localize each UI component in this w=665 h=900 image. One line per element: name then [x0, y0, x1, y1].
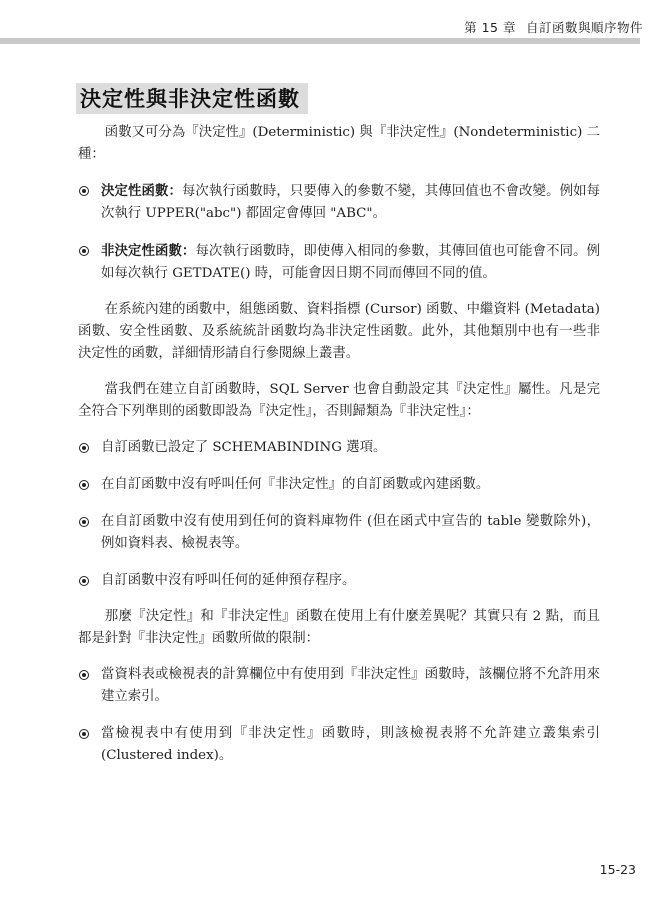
difference-paragraph: 那麼『決定性』和『非決定性』函數在使用上有什麼差異呢？其實只有 2 點，而且都是針對『非決定性』函數所做的限制：	[78, 609, 600, 646]
list-item	[78, 511, 600, 555]
bullet-icon	[79, 517, 89, 527]
chapter-title: 自訂函數與順序物件	[525, 20, 643, 35]
rule-text: 在自訂函數中沒有使用到任何的資料庫物件 (但在函式中宣告的 table 變數除外)，例如資料表、檢視表等。	[101, 514, 600, 551]
intro-paragraph: 函數又可分為『決定性』(Deterministic) 與『非決定性』(Nondeterministic) 二種：	[78, 125, 600, 162]
list-item	[78, 664, 600, 708]
limits-list	[78, 664, 600, 767]
list-item	[78, 474, 600, 496]
term-description: 每次執行函數時，即使傳入相同的參數，其傳回值也可能會不同。例如每次執行 GETDATE() 時，可能會因日期不同而傳回不同的值。	[101, 244, 601, 281]
rules-list	[78, 437, 600, 592]
rules-paragraph: 當我們在建立自訂函數時，SQL Server 也會自動設定其『決定性』屬性。凡是完全符合下列準則的函數即設為『決定性』，否則歸類為『非決定性』：	[78, 382, 600, 419]
section-title: 決定性與非決定性函數	[76, 83, 308, 114]
running-header	[0, 0, 665, 46]
bullet-icon	[79, 576, 89, 586]
running-header-text	[464, 18, 643, 36]
list-item	[78, 570, 600, 592]
bullet-icon	[79, 186, 89, 196]
list-item	[78, 180, 600, 225]
rule-text: 自訂函數中沒有呼叫任何的延伸預存程序。	[101, 573, 356, 588]
header-rule	[0, 38, 640, 44]
term-deterministic: 決定性函數：	[101, 183, 182, 199]
limit-text: 當資料表或檢視表的計算欄位中有使用到『非決定性』函數時，該欄位將不允許用來建立索引。	[101, 667, 600, 704]
term-description: 每次執行函數時，只要傳入的參數不變，其傳回值也不會改變。例如每次執行 UPPER("abc") 都固定會傳回 "ABC"。	[101, 184, 601, 221]
system-functions-paragraph: 在系統內建的函數中，組態函數、資料指標 (Cursor) 函數、中繼資料 (Metadata) 函數、安全性函數、及系統統計函數均為非決定性函數。此外，其他類別中也有一些非決定性的函數，詳細情形請自行參閱線上叢書。	[78, 302, 600, 361]
list-item	[78, 240, 600, 285]
term-nondeterministic: 非決定性函數：	[101, 243, 196, 259]
bullet-icon	[79, 480, 89, 490]
bullet-icon	[79, 443, 89, 453]
list-item	[78, 437, 600, 459]
bullet-icon	[79, 729, 89, 739]
function-types-list	[78, 180, 600, 285]
list-item	[78, 723, 600, 767]
chapter-number: 第 15 章	[464, 20, 516, 35]
limit-text: 當檢視表中有使用到『非決定性』函數時，則該檢視表將不允許建立叢集索引 (Clustered index)。	[101, 726, 600, 763]
bullet-icon	[79, 670, 89, 680]
main-content	[78, 122, 600, 781]
rule-text: 在自訂函數中沒有呼叫任何『非決定性』的自訂函數或內建函數。	[101, 477, 490, 492]
page-number: 15-23	[599, 862, 636, 877]
bullet-icon	[79, 246, 89, 256]
rule-text: 自訂函數已設定了 SCHEMABINDING 選項。	[101, 440, 387, 455]
